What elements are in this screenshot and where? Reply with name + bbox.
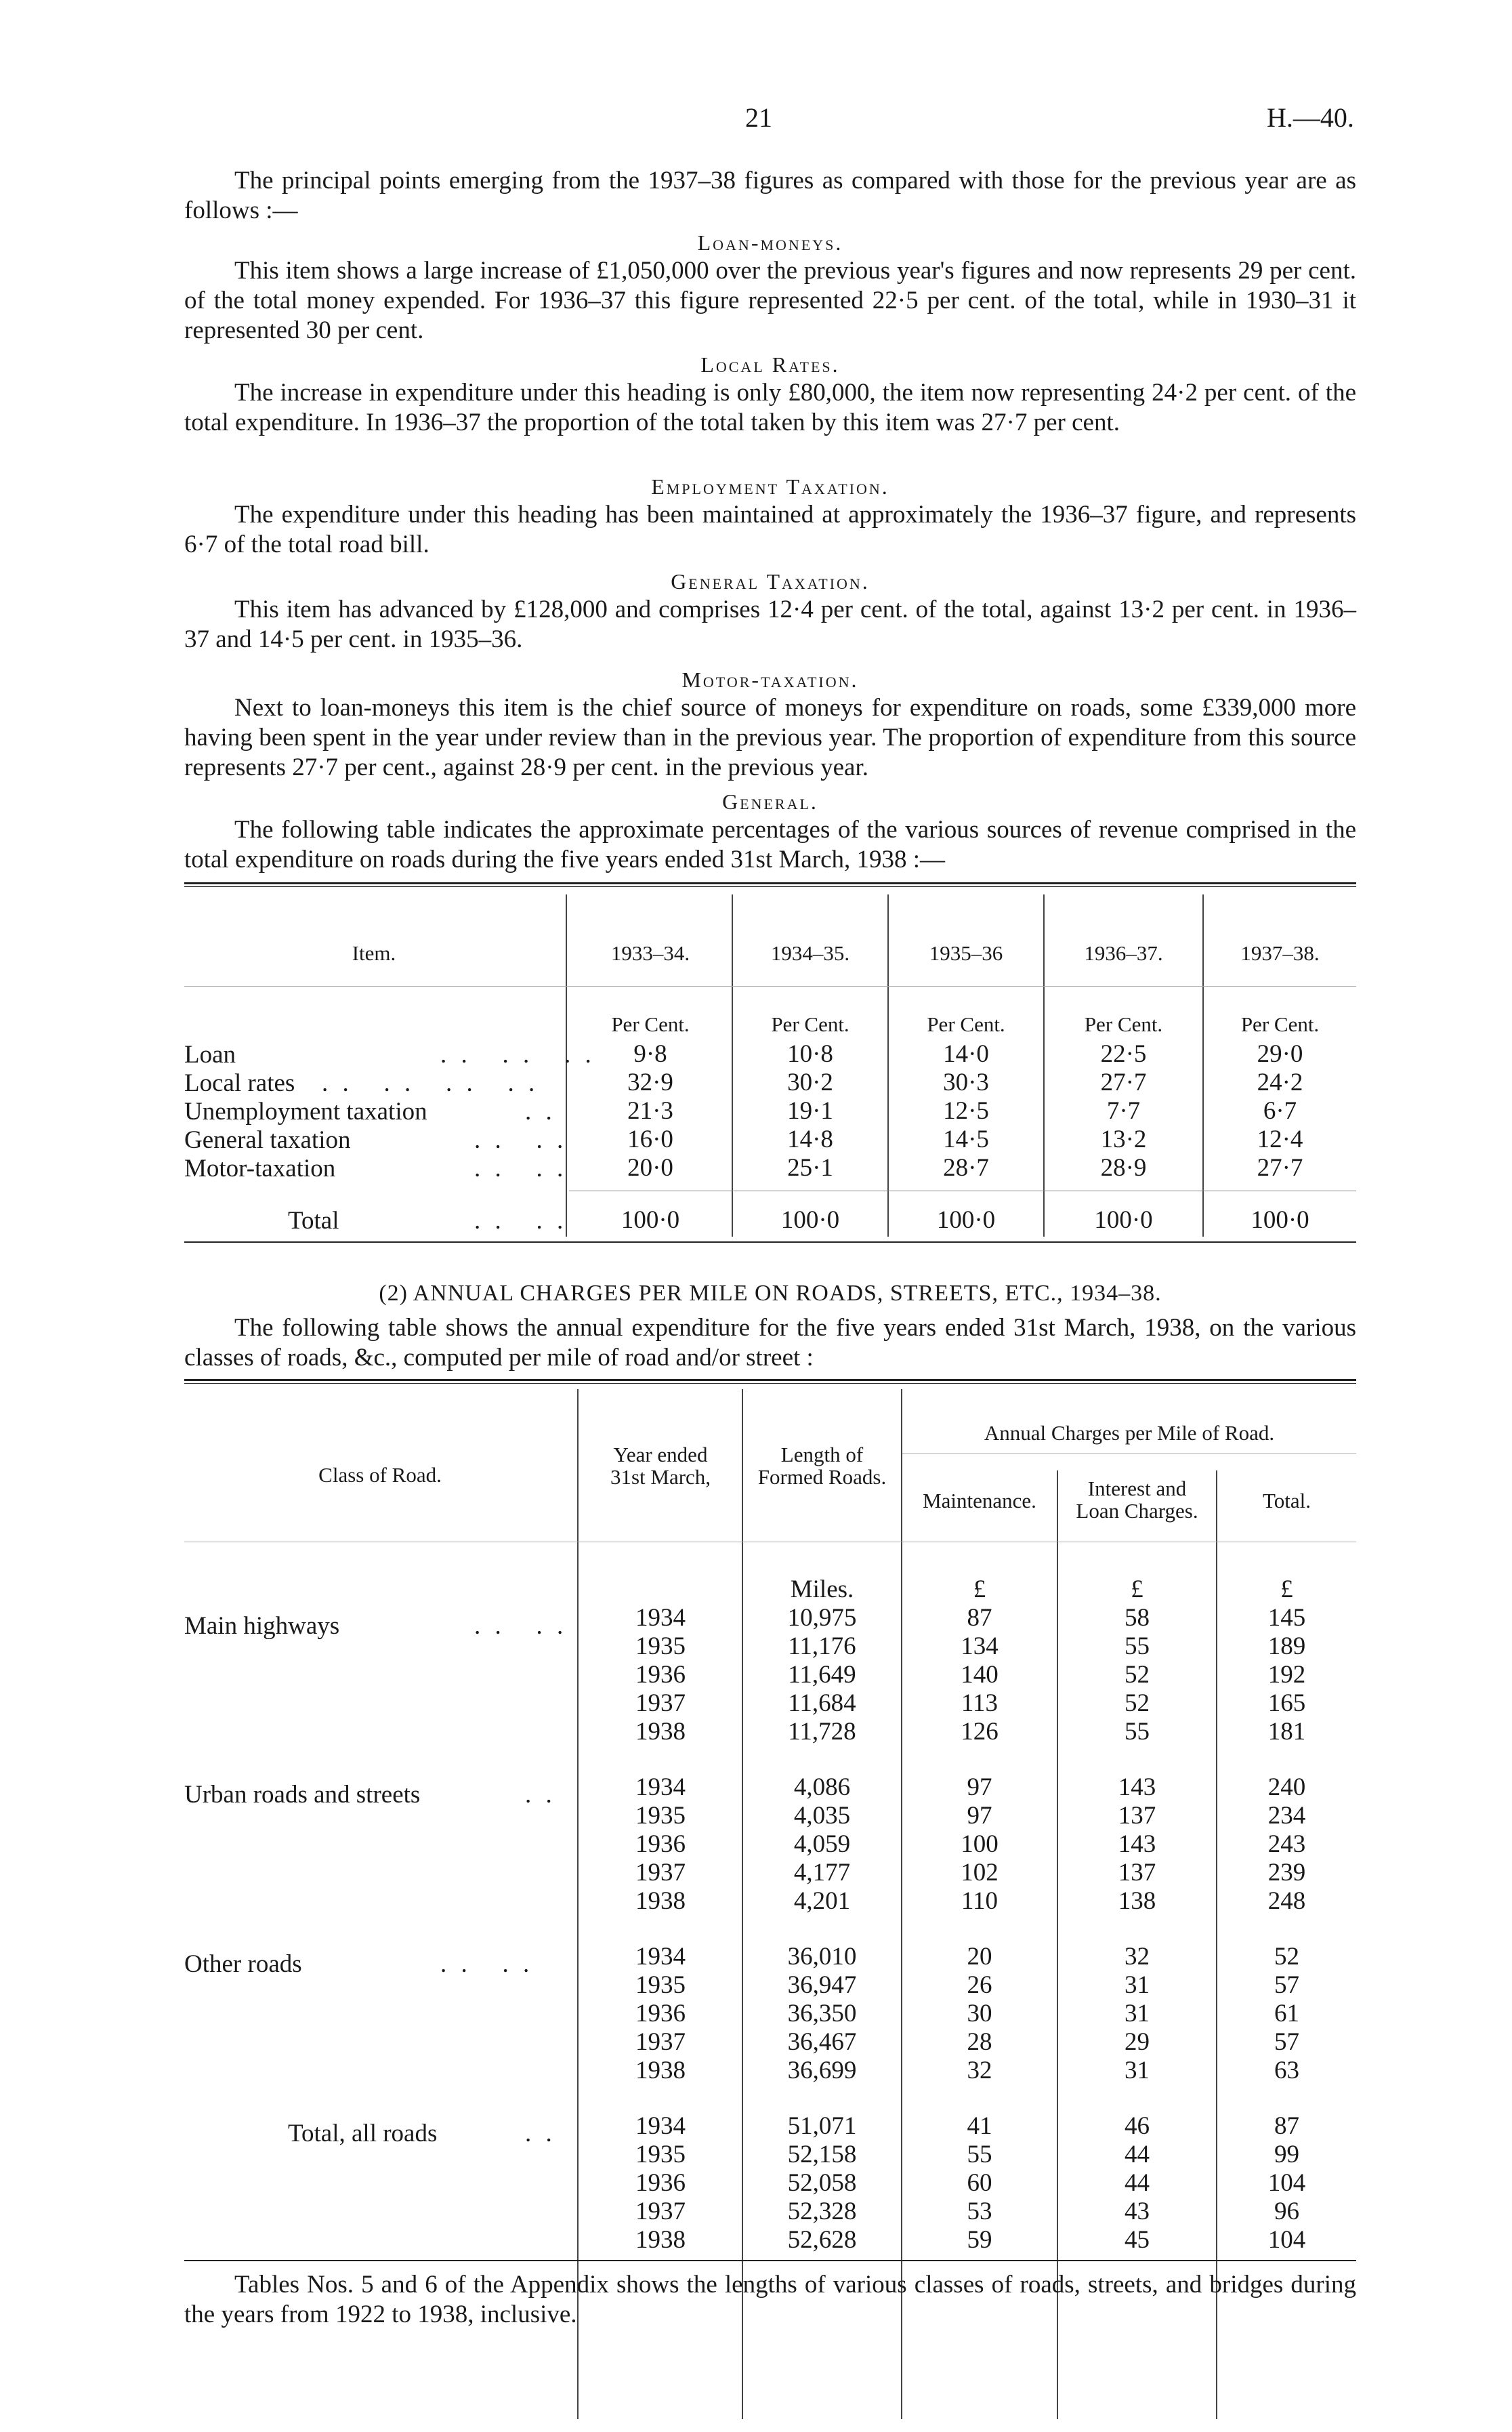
paragraph-loan-moneys: This item shows a large increase of £1,050,000 over the previous year's figures and now represents 29 per cent. of the total money expended. For 1936–37 this figure represented 22·5 per cent. of the total, while in 1930–31 it represented 30 per cent.: [184, 257, 1356, 344]
paragraph-employment-taxation: The expenditure under this heading has been maintained at approximately the 1936–37 figure, and represents 6·7 of the total road bill.: [184, 501, 1356, 558]
paragraph-local-rates: The increase in expenditure under this heading is only £80,000, the item now representing 24·2 per cent. of the total expenditure. In 1936–37 the proportion of the total taken by this item was 27·7 per cent.: [184, 379, 1356, 436]
table1-unit: Per Cent.: [927, 1012, 1005, 1036]
section2-paragraph: The following table shows the annual expenditure for the five years ended 31st March, 1938, on the various classes of roads, &c., computed per mile of road and/or street :: [184, 1314, 1356, 1372]
intro-paragraph: The principal points emerging from the 1937–38 figures as compared with those for the previous year are as follows :—: [184, 167, 1356, 224]
table1-unit: Per Cent.: [611, 1012, 690, 1036]
table2-unit-interest: £: [1131, 1575, 1143, 1603]
heading-motor-taxation: Motor-taxation.: [681, 667, 859, 692]
table2-header-class: Class of Road.: [318, 1463, 442, 1487]
page-number: 21: [745, 102, 772, 133]
table2-header-total: Total.: [1262, 1489, 1311, 1512]
heading-general: General.: [722, 789, 818, 814]
table1-header-year: 1936–37.: [1084, 941, 1163, 965]
paragraph-general: The following table indicates the approximate percentages of the various sources of revenue comprised in the total expenditure on roads during the five years ended 31st March, 1938 :—: [184, 816, 1356, 873]
heading-general-taxation: General Taxation.: [671, 569, 870, 594]
table2-unit-maintenance: £: [973, 1575, 986, 1603]
document-reference: H.—40.: [1267, 102, 1354, 133]
table2-header-year: Year ended 31st March,: [610, 1443, 711, 1489]
table2-unit-length: Miles.: [790, 1575, 854, 1603]
table1-top-rule: [184, 882, 1356, 884]
table1-unit: Per Cent.: [1084, 1012, 1163, 1036]
table1-header-year: 1934–35.: [770, 941, 850, 965]
paragraph-general-taxation: This item has advanced by £128,000 and comprises 12·4 per cent. of the total, against 13·2 per cent. in 1936–37 and 14·5 per cent. in 1935–36.: [184, 596, 1356, 653]
table2-unit-total: £: [1280, 1575, 1293, 1603]
table1-unit: Per Cent.: [1240, 1012, 1320, 1036]
heading-local-rates: Local Rates.: [700, 352, 840, 377]
footnote: Tables Nos. 5 and 6 of the Appendix shows the lengths of various classes of roads, streets, and bridges during the years from 1922 to 1938, inclusive.: [184, 2271, 1356, 2328]
table2-header-annual: Annual Charges per Mile of Road.: [984, 1421, 1275, 1445]
heading-employment-taxation: Employment Taxation.: [651, 474, 889, 499]
table1-header-year: 1935–36: [929, 941, 1003, 965]
table1-header-item: Item.: [352, 941, 396, 965]
table1-unit: Per Cent.: [771, 1012, 849, 1036]
table2-header-maintenance: Maintenance.: [923, 1489, 1036, 1512]
table1-top-rule-thin: [184, 886, 1356, 887]
heading-loan-moneys: Loan-moneys.: [697, 230, 843, 255]
section2-title: (2) ANNUAL CHARGES PER MILE ON ROADS, STREETS, ETC., 1934–38.: [379, 1281, 1162, 1306]
table2-header-length: Length of Formed Roads.: [757, 1443, 887, 1489]
table1-header-year: 1937–38.: [1240, 941, 1320, 965]
paragraph-motor-taxation: Next to loan-moneys this item is the chief source of moneys for expenditure on roads, some £339,000 more having been spent in the year under review than in the previous year. The proportion of expenditure from this source represents 27·7 per cent., against 28·9 per cent. in the previous year.: [184, 694, 1356, 781]
table2-header-interest: Interest and Loan Charges.: [1076, 1477, 1198, 1523]
table1-header-year: 1933–34.: [610, 941, 690, 965]
